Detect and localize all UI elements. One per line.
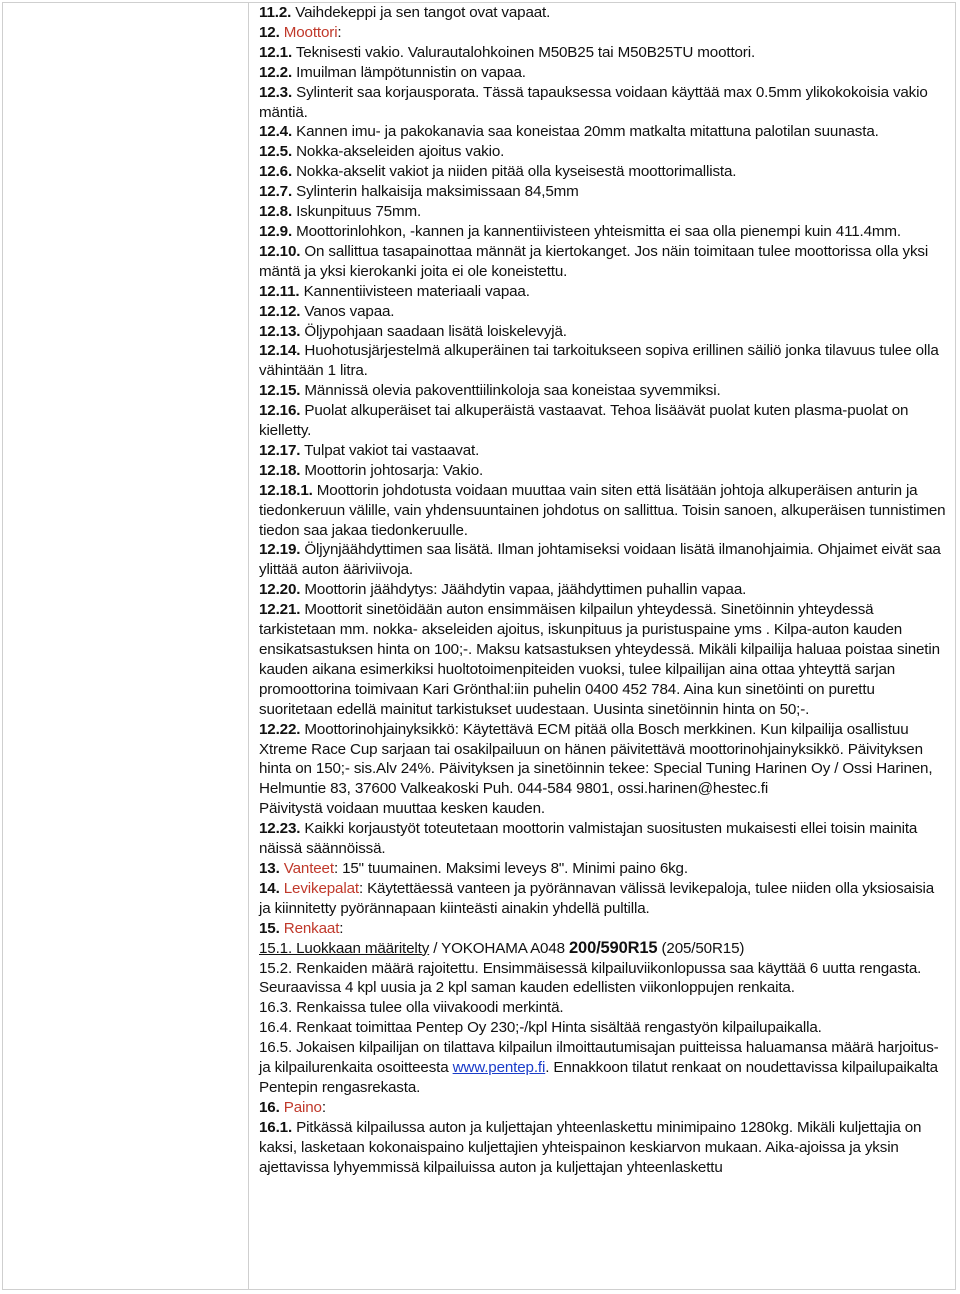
rule-16-4: 16.4. Renkaat toimittaa Pentep Oy 230;-/kpl Hinta sisältää rengastyön kilpailupaikalla. [259, 1019, 822, 1037]
rule-12-17: 12.17. Tulpat vakiot tai vastaavat. [259, 441, 480, 459]
rule-12-6: 12.6. Nokka-akselit vakiot ja niiden pitää olla kyseisestä moottorimallista. [259, 163, 737, 181]
rule-12-20: 12.20. Moottorin jäähdytys: Jäähdytin vapaa, jäähdyttimen puhallin vapaa. [259, 581, 747, 599]
rule-12-21: 12.21. Moottorit sinetöidään auton ensimmäisen kilpailun yhteydessä. Sinetöinnin yhteydessä tarkistetaan mm. nokka- akseleiden ajoitus, iskunpituus ja puristuspaine yms . Kilpa-auton kauden ensikatsastuksen hinta on 100;-. Maksu katsastuksen yhteydessä. Mikäli kilpailija haluaa poistaa sinetin kauden aikana esimerkiksi huoltotoimenpiteiden vuoksi, tulee kilpailijan aina ottaa yhteyttä sarjan promoottorina toimivaan Kari Grönthal:iin puhelin 0400 452 784. Aina kun sinetöinti on purettu suoritetaan edellä mainitut tarkistukset uudestaan. Uusinta sinetöinnin hinta on 50;-. [259, 601, 940, 718]
rule-12-19: 12.19. Öljynjäähdyttimen saa lisätä. Ilman johtamiseksi voidaan lisätä ilmanohjaimia. Ohjaimet eivät saa ylittää auton ääriviivoja. [259, 541, 941, 579]
rule-12-1: 12.1. Teknisesti vakio. Valurautalohkoinen M50B25 tai M50B25TU moottori. [259, 43, 756, 61]
rule-12-4: 12.4. Kannen imu- ja pakokanavia saa koneistaa 20mm matkalta mitattuna palotilan suunasta. [259, 123, 879, 141]
rule-12-22: 12.22. Moottorinohjainyksikkö: Käytettävä ECM pitää olla Bosch merkkinen. Kun kilpailija osallistuu Xtreme Race Cup sarjaan tai osakilpailuun on hänen päivitettävä moottorinohjainyksikkö. Päivityksen hinta on 150;- sis.Alv 24%. Päivityksen ja sinetöinnin tekee: Special Tuning Harinen Oy / Ossi Harinen, Helmuntie 83, 37600 Valkeakoski Puh. 044-584 9801, ossi.harinen@hestec.fi [259, 720, 933, 798]
rule-12-8: 12.8. Iskunpituus 75mm. [259, 203, 422, 221]
rule-12-23: 12.23. Kaikki korjaustyöt toteutetaan moottorin valmistajan suositusten mukaisesti ellei toisin mainita näissä säännöissä. [259, 820, 918, 858]
rule-12-7: 12.7. Sylinterin halkaisija maksimissaan 84,5mm [259, 183, 579, 201]
rule-12-14: 12.14. Huohotusjärjestelmä alkuperäinen tai tarkoitukseen sopiva erillinen säiliö jonka tilavuus tulee olla vähintään 1 litra. [259, 342, 939, 380]
section-13: 13. Vanteet: 15" tuumainen. Maksimi leveys 8". Minimi paino 6kg. [259, 859, 688, 877]
section-12-heading: 12. Moottori: [259, 23, 342, 41]
rule-12-2: 12.2. Imuilman lämpötunnistin on vapaa. [259, 63, 526, 81]
rule-12-16: 12.16. Puolat alkuperäiset tai alkuperäistä vastaavat. Tehoa lisäävät puolat kuten plasma-puolat on kielletty. [259, 402, 909, 440]
rule-16-3: 16.3. Renkaissa tulee olla viivakoodi merkintä. [259, 999, 564, 1017]
rule-12-13: 12.13. Öljypohjaan saadaan lisätä loiskelevyjä. [259, 322, 567, 340]
section-14: 14. Levikepalat: Käytettäessä vanteen ja pyörännavan välissä levikepaloja, tulee niiden olla yksiosaisia ja kiinnitetty pyörännapaan kiinteästi ainakin yhdellä pultilla. [259, 879, 935, 917]
pentep-link[interactable]: www.pentep.fi [452, 1059, 546, 1077]
rule-12-5: 12.5. Nokka-akseleiden ajoitus vakio. [259, 143, 505, 161]
rule-12-12: 12.12. Vanos vapaa. [259, 302, 395, 320]
rule-15-2: 15.2. Renkaiden määrä rajoitettu. Ensimmäisessä kilpailuviikonlopussa saa käyttää 6 uutta rengasta. Seuraavissa 4 kpl uusia ja 2 kpl saman kauden edellisten viikonloppujen renkaita. [259, 959, 922, 997]
rule-12-3: 12.3. Sylinterit saa korjausporata. Tässä tapauksessa voidaan käyttää max 0.5mm ylikokokoisia vakio mäntiä. [259, 83, 928, 121]
rule-12-18-1: 12.18.1. Moottorin johdotusta voidaan muuttaa vain siten että lisätään johtoja alkuperäisen anturin ja tiedonkeruun välille, vain yhdensuuntainen johdotus on sallittua. Toisin sanoen, alkuperäisen tunnistimen tiedon saa jakaa tiedonkeruulle. [259, 481, 946, 539]
rule-12-18: 12.18. Moottorin johtosarja: Vakio. [259, 461, 484, 479]
rule-16-1: 16.1. Pitkässä kilpailussa auton ja kuljettajan yhteenlaskettu minimipaino 1280kg. Mikäli kuljettajia on kaksi, lasketaan kokonaispaino kuljettajien yhteispainon keskiarvon mukaan. Aika-ajoissa ja yksin ajettavissa lyhyemmissä kilpailuissa auton ja kuljettajan yhteenlaskettu [259, 1118, 922, 1176]
rule-15-1: 15.1. Luokkaan määritelty / YOKOHAMA A048 200/590R15 (205/50R15) [259, 938, 745, 957]
rule-12-10: 12.10. On sallittua tasapainottaa männät ja kiertokanget. Jos näin toimitaan tulee moottorissa olla yksi mäntä ja yksi kierokanki joita ei ole koneistettu. [259, 242, 929, 280]
rule-11-2: 11.2. Vaihdekeppi ja sen tangot ovat vapaat. [259, 4, 551, 21]
rule-12-15: 12.15. Männissä olevia pakoventtiilinkoloja saa koneistaa syvemmiksi. [259, 382, 721, 400]
left-margin-column [2, 2, 249, 1290]
rule-12-11: 12.11. Kannentiivisteen materiaali vapaa. [259, 282, 530, 300]
rule-12-9: 12.9. Moottorinlohkon, -kannen ja kannentiivisteen yhteismitta ei saa olla pienempi kuin 411.4mm. [259, 222, 901, 240]
section-15-heading: 15. Renkaat: [259, 919, 344, 937]
rule-16-5: 16.5. Jokaisen kilpailijan on tilattava kilpailun ilmoittautumisajan puitteissa haluamansa määrä harjoitus- ja kilpailurenkaita osoitteesta www.pentep.fi. Ennakkoon tilatut renkaat on noudettavissa kilpailupaikalta Pentepin rengasrekasta. [259, 1039, 939, 1096]
section-16-heading: 16. Paino: [259, 1098, 326, 1116]
rule-12-22-note: Päivitystä voidaan muuttaa kesken kauden. [259, 800, 545, 818]
rules-text [259, 3, 949, 1177]
